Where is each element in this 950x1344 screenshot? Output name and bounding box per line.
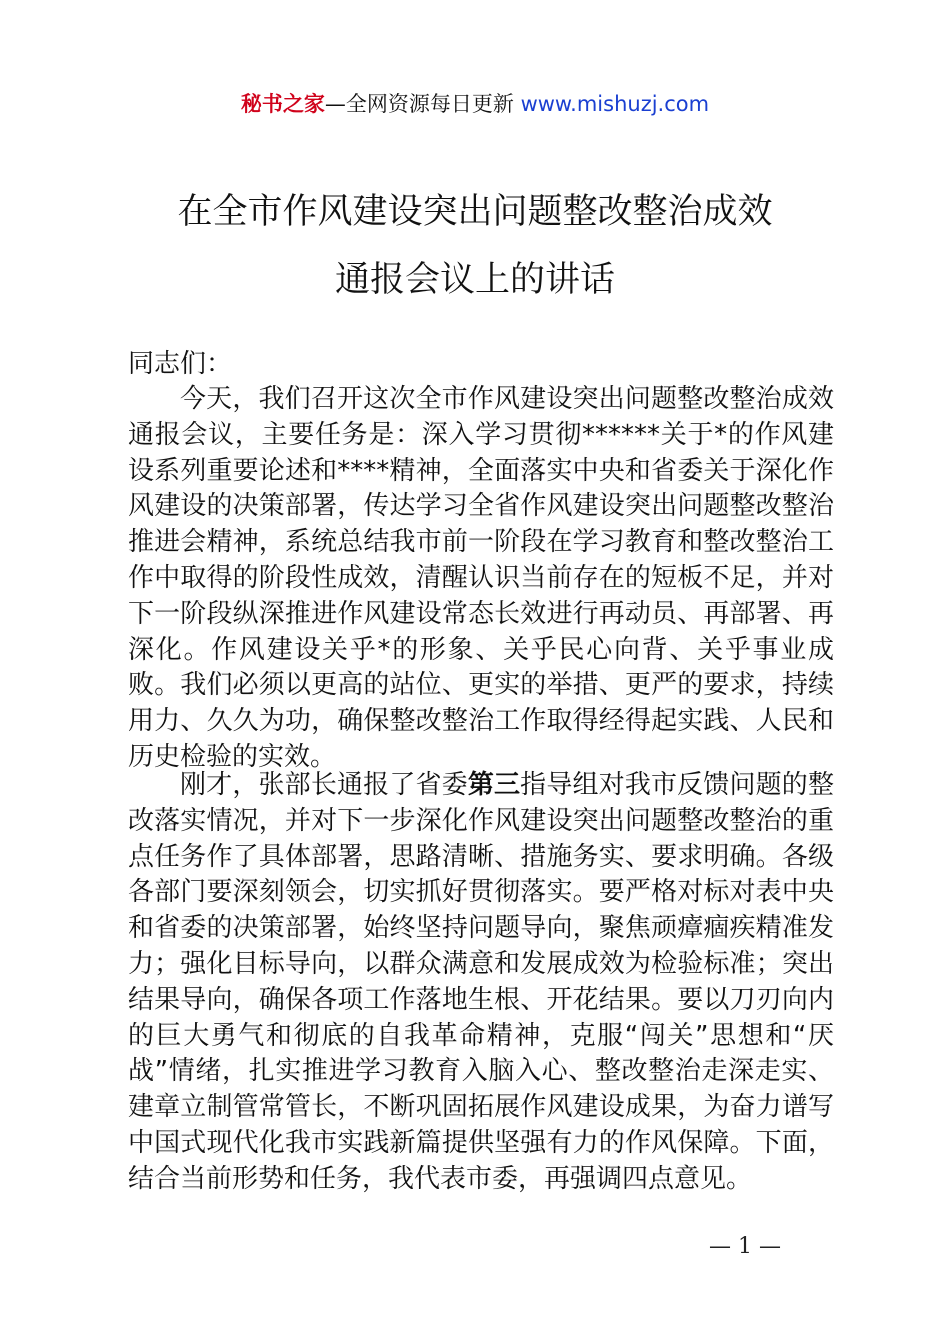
page-number: — 1 — — [709, 1234, 781, 1259]
paragraph-2-text-end: 指导组对我市反馈问题的整改落实情况，并对下一步深化作风建设突出问题整改整治的重点任务作了具体部署，思路清晰、措施务实、要求明确。各级各部门要深刻领会，切实抓好贯彻落实。要严格对标对表中央和省委的决策部署，始终坚持问题导向，聚焦顽瘴痼疾精准发力；强化目标导向，以群众满意和发展成效为检验标准；突出结果导向，确保各项工作落地生根、开花结果。要以刀刃向内的巨大勇气和彻底的自我革命精神，克服“闯关”思想和“厌战”情绪，扎实推进学习教育入脑入心、整改整治走深走实、建章立制管常管长，不断巩固拓展作风建设成果，为奋力谱写中国式现代化我市实践新篇提供坚强有力的作风保障。下面，结合当前形势和任务，我代表市委，再强调四点意见。 — [128, 770, 834, 1194]
document-title-line-1: 在全市作风建设突出问题整改整治成效 — [177, 192, 773, 232]
document-title-line-2: 通报会议上的讲话 — [334, 260, 615, 300]
body-paragraph-2 — [128, 768, 834, 1198]
site-header — [0, 88, 950, 120]
paragraph-2-text-start: 刚才，张部长通报了省委 — [180, 770, 468, 800]
header-tagline: —全网资源每日更新 — [324, 92, 521, 116]
salutation: 同志们： — [128, 349, 233, 379]
site-url-link[interactable]: www.mishuzj.com — [520, 92, 710, 116]
paragraph-2-bold-text: 第三 — [467, 770, 521, 800]
body-paragraph-1: 今天，我们召开这次全市作风建设突出问题整改整治成效通报会议，主要任务是：深入学习贯彻******关于*的作风建设系列重要论述和****精神，全面落实中央和省委关于深化作风建设的决策部署，传达学习全省作风建设突出问题整改整治推进会精神，系统总结我市前一阶段在学习教育和整改整治工作中取得的阶段性成效，清醒认识当前存在的短板不足，并对下一阶段纵深推进作风建设常态长效进行再动员、再部署、再深化。作风建设关乎*的形象、关乎民心向背、关乎事业成败。我们必须以更高的站位、更实的举措、更严的要求，持续用力、久久为功，确保整改整治工作取得经得起实践、人民和历史检验的实效。 — [128, 384, 834, 772]
brand-name: 秘书之家 — [240, 92, 325, 116]
